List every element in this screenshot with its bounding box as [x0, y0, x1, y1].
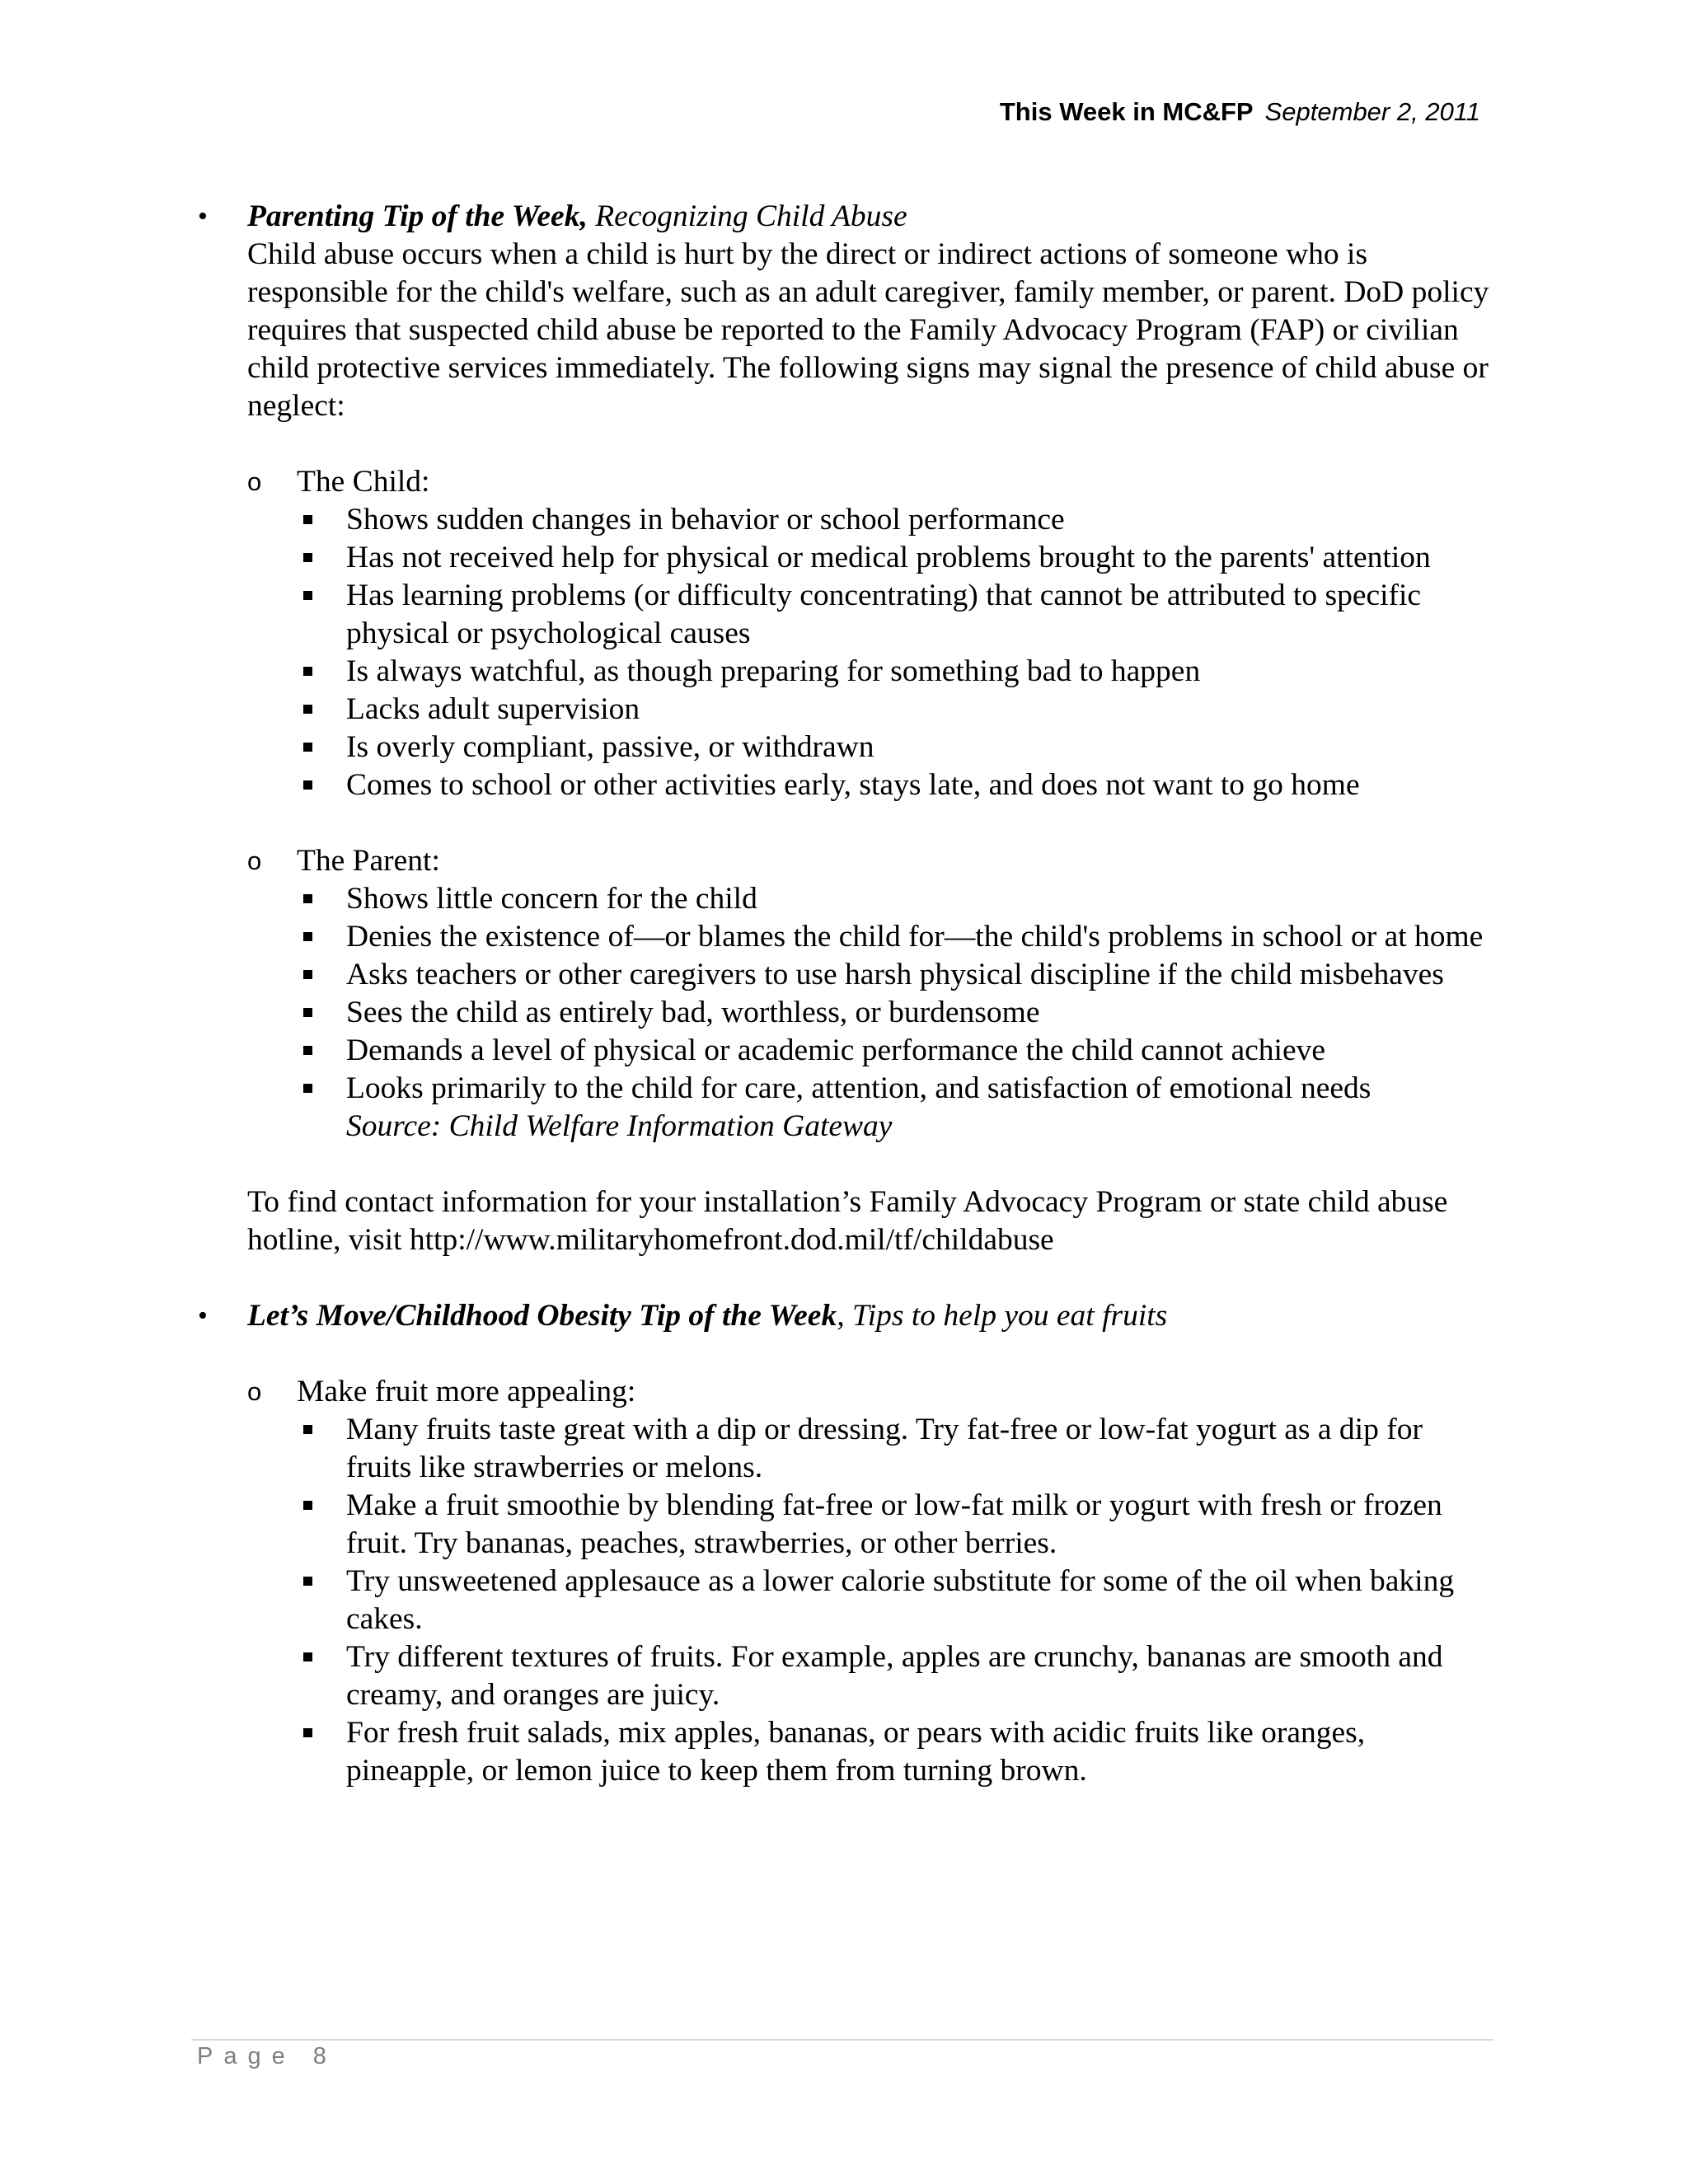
- square-bullet-icon: [303, 932, 312, 941]
- list-item: Try unsweetened applesauce as a lower calorie substitute for some of the oil when baking cakes.: [297, 1563, 1493, 1638]
- child-signs-list: [297, 501, 1493, 804]
- square-bullet-icon: [303, 970, 312, 979]
- list-item: Comes to school or other activities early, stays late, and does not want to go home: [297, 766, 1493, 804]
- section-title-topic: Recognizing Child Abuse: [595, 199, 907, 233]
- bullet-icon: •: [198, 201, 208, 232]
- list-item: Has learning problems (or difficulty concentrating) that cannot be attributed to specific physical or psychological causes: [297, 577, 1493, 653]
- bullet-icon: •: [198, 1301, 208, 1331]
- page-header: [1000, 97, 1480, 127]
- list-item: Is overly compliant, passive, or withdrawn: [297, 729, 1493, 766]
- section-title: [247, 1297, 1493, 1335]
- list-item: Lacks adult supervision: [297, 691, 1493, 729]
- square-bullet-icon: [303, 894, 312, 903]
- square-bullet-icon: [303, 743, 312, 752]
- list-item: Denies the existence of—or blames the child for—the child's problems in school or at home: [297, 918, 1493, 956]
- parent-signs-list: [297, 880, 1493, 1108]
- square-bullet-icon: [303, 1728, 312, 1737]
- square-bullet-icon: [303, 553, 312, 562]
- page-number: Page 8: [197, 2043, 337, 2069]
- parenting-tip-section: [191, 198, 1493, 1259]
- fruit-tips-list: [297, 1411, 1493, 1790]
- list-item: Shows little concern for the child: [297, 880, 1493, 918]
- square-bullet-icon: [303, 1008, 312, 1017]
- circle-bullet-icon: o: [247, 1377, 262, 1406]
- list-item: Try different textures of fruits. For example, apples are crunchy, bananas are smooth and creamy, and oranges are juicy.: [297, 1638, 1493, 1714]
- square-bullet-icon: [303, 515, 312, 524]
- square-bullet-icon: [303, 591, 312, 600]
- square-bullet-icon: [303, 705, 312, 714]
- square-bullet-icon: [303, 1652, 312, 1661]
- circle-bullet-icon: o: [247, 467, 262, 496]
- child-signs-group: [247, 463, 1493, 804]
- list-item: Asks teachers or other caregivers to use harsh physical discipline if the child misbehaves: [297, 956, 1493, 994]
- list-item: Many fruits taste great with a dip or dressing. Try fat-free or low-fat yogurt as a dip for fruits like strawberries or melons.: [297, 1411, 1493, 1487]
- fruit-tips-group: [247, 1373, 1493, 1790]
- square-bullet-icon: [303, 1501, 312, 1510]
- list-item: For fresh fruit salads, mix apples, bananas, or pears with acidic fruits like oranges, pineapple, or lemon juice to keep them from turning brown.: [297, 1714, 1493, 1790]
- section-title-label: Let’s Move/Childhood Obesity Tip of the Week: [247, 1299, 837, 1333]
- parent-signs-group: [247, 842, 1493, 1146]
- lets-move-tip-section: [191, 1297, 1493, 1790]
- intro-paragraph: Child abuse occurs when a child is hurt by the direct or indirect actions of someone who is responsible for the child's welfare, such as an adult caregiver, family member, or parent. DoD policy requires that suspected child abuse be reported to the Family Advocacy Program (FAP) or civilian child protective services immediately. The following signs may signal the presence of child abuse or neglect:: [247, 237, 1489, 423]
- list-item: Has not received help for physical or medical problems brought to the parents' attention: [297, 539, 1493, 577]
- publication-title: This Week in MC&FP: [999, 97, 1254, 126]
- list-item: Looks primarily to the child for care, attention, and satisfaction of emotional needs: [297, 1070, 1493, 1108]
- square-bullet-icon: [303, 780, 312, 790]
- square-bullet-icon: [303, 1046, 312, 1055]
- list-item: Shows sudden changes in behavior or school performance: [297, 501, 1493, 539]
- circle-bullet-icon: o: [247, 846, 262, 875]
- square-bullet-icon: [303, 667, 312, 676]
- square-bullet-icon: [303, 1425, 312, 1434]
- square-bullet-icon: [303, 1577, 312, 1586]
- page-content: [191, 198, 1493, 1790]
- footer-divider: [191, 2039, 1493, 2041]
- source-citation: Source: Child Welfare Information Gateway: [346, 1109, 893, 1143]
- list-item: Sees the child as entirely bad, worthless, or burdensome: [297, 994, 1493, 1032]
- list-item: Is always watchful, as though preparing for something bad to happen: [297, 653, 1493, 691]
- publication-date: September 2, 2011: [1264, 97, 1480, 126]
- fruit-heading: Make fruit more appealing:: [297, 1375, 636, 1408]
- section-title: [247, 198, 1493, 236]
- contact-paragraph: To find contact information for your installation’s Family Advocacy Program or state child abuse hotline, visit http://www.militaryhomefront.dod.mil/tf/childabuse: [247, 1185, 1448, 1257]
- child-heading: The Child:: [297, 465, 430, 499]
- list-item: Make a fruit smoothie by blending fat-free or low-fat milk or yogurt with fresh or frozen fruit. Try bananas, peaches, strawberries, or other berries.: [297, 1487, 1493, 1563]
- parent-heading: The Parent:: [297, 844, 440, 878]
- square-bullet-icon: [303, 1084, 312, 1093]
- list-item: Demands a level of physical or academic performance the child cannot achieve: [297, 1032, 1493, 1070]
- section-title-topic: , Tips to help you eat fruits: [837, 1299, 1168, 1333]
- section-title-label: Parenting Tip of the Week,: [247, 199, 588, 233]
